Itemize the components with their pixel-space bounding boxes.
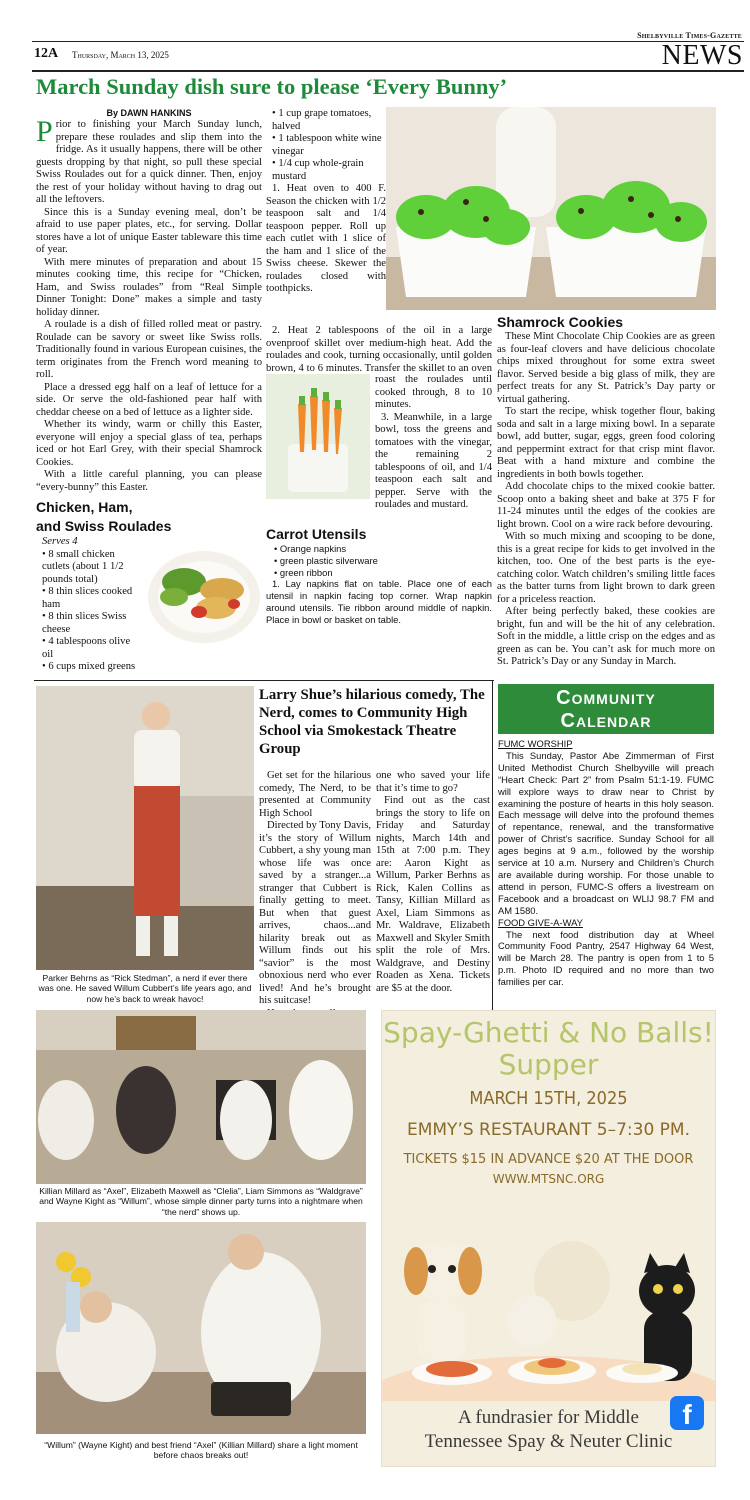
ingredient-item: • 4 tablespoons olive oil — [42, 636, 131, 660]
event-heading: FOOD GIVE-A-WAY — [498, 916, 583, 928]
calendar-events — [498, 738, 714, 988]
ad-illustration — [382, 1201, 715, 1401]
theatre-paragraph: one who saved your life that it’s time to go? — [376, 770, 490, 794]
spay-ghetti-ad — [381, 1010, 716, 1467]
carrot-item: • green ribbon — [274, 566, 333, 578]
nerd-caption-1: Parker Behrns as “Rick Stedman”, a nerd if ever there was one. He saved Willum Cubbert’s life years ago, and now he’s back to wreak havoc! — [38, 973, 252, 1004]
event-text: The next food distribution day at Wheel Community Food Pantry, 2547 Highway 64 West, will be March 28. The pantry is open from 1 to 5 p.m. Photo ID required and no more than two families per car. — [498, 928, 714, 988]
ingredient-item: • 8 small chicken cutlets (about 1 1/2 pounds total) — [42, 548, 124, 585]
theatre-headline: Larry Shue’s hilarious comedy, The Nerd, comes to Community High School via Smokestack Theatre Group — [259, 687, 485, 757]
ad-venue: EMMY’S RESTAURANT 5–7:30 PM. — [406, 1120, 690, 1140]
ingredient-item: • 6 cups mixed greens — [42, 661, 136, 672]
recipe-step: 2. Heat 2 tablespoons of the oil in a large ovenproof skillet over medium-high heat. Add the roulades and cook, turning occasionally, until golden brown, 4 to 6 minutes. Transfer the skillet to an oven — [266, 325, 492, 374]
serves-note: Serves 4 — [42, 536, 78, 547]
carrot-title: Carrot Utensils — [266, 526, 367, 542]
shamrock-cookies-section — [497, 314, 715, 669]
ingredient-list-continued — [266, 108, 386, 183]
ad-footer-line: Tennessee Spay & Neuter Clinic — [424, 1431, 673, 1452]
intro-paragraph: rior to finishing your March Sunday lunch, prepare these roulades and slip them into the fridge. As it usually happens, there will be other guests dropping by that night, so pull these special Swiss Roulades out for a quick dinner. Then, enjoy the rest of your holiday without having to drag out all the leftovers. — [36, 119, 262, 205]
carrot-utensils-section — [266, 525, 492, 626]
theatre-column-1 — [259, 770, 371, 1020]
masthead-paper-name: Shelbyville Times-Gazette — [637, 31, 742, 40]
carrot-list — [266, 543, 492, 578]
roulades-title-line: Chicken, Ham, — [36, 499, 133, 515]
cookies-paragraph: To start the recipe, whisk together flour, baking soda and salt in a large mixing bowl. In a separate bowl, add butter, sugar, eggs, green food coloring and peppermint extract for that crisp mint flavor. Beat with a hand mixture and combine the ingredients in both bowls together. — [497, 406, 715, 480]
ingredient-list — [36, 549, 140, 674]
carrot-step: 1. Lay napkins flat on table. Place one of each utensil in napkin facing top corner. Wrap napkin around utensils. Tie ribbon around middle of napkin. Place in bowl or basket on table. — [266, 578, 492, 625]
recipe-step: 1. Heat oven to 400 F. Season the chicken with 1/2 teaspoon salt and 1/4 teaspoon pepper. Roll up each cutlet with 1 slice of the ham and 1 slice of the Swiss cheese. Skewer the roulades closed with toothpicks. — [266, 183, 386, 294]
roulades-photo — [144, 542, 262, 647]
ad-footer — [382, 1406, 715, 1454]
theatre-paragraph: Get set for the hilarious comedy, The Nerd, to be presented at Community High School — [259, 770, 371, 819]
carrot-utensils-photo — [266, 374, 370, 499]
theatre-paragraph: Find out as the cast brings the story to life on Friday and Saturday nights, March 14th and 15th at 7:00 p.m. They are: Aaron Kight as Willum, Parker Berhns as Rick, Kalen Collins as Tansy, Killian Millard as Axel, Liam Simmons as Mr. Waldrave, Elizabeth Maxwell and Skyler Smith split the role of Mrs. Waldgrave, and Destiny Roaden as Xena. Tickets are $5 at the door. — [376, 795, 490, 994]
calendar-title-line: Calendar — [560, 710, 652, 732]
masthead-bottom-rule — [32, 70, 744, 72]
section-rule — [34, 680, 494, 681]
intro-paragraph: With mere minutes of preparation and about 15 minutes cooking time, this recipe for “Chicken, Ham, and Swiss roulades” from “Real Simple Dinner Tonight: Done” makes a simple and tasty holiday dinner. — [36, 256, 262, 318]
ad-website-link[interactable]: WWW.MTSNC.ORG — [492, 1172, 605, 1186]
cookies-paragraph: After being perfectly baked, these cookies are bright, fun and will be the hit of any celebration. Soft in the middle, a little crisp on the edges and as green as can be. You can’t ask for much more on St. Patrick’s Day or any Sunday in March. — [497, 606, 715, 667]
byline: By DAWN HANKINS — [106, 108, 192, 118]
page-number: 12A — [34, 46, 59, 61]
shamrock-cookies-photo — [386, 107, 716, 310]
calendar-title-line: Community — [556, 687, 656, 709]
roulades-title-line: and Swiss Roulades — [36, 518, 172, 534]
feature-headline: March Sunday dish sure to please ‘Every Bunny’ — [36, 74, 508, 99]
facebook-icon[interactable]: f — [670, 1396, 704, 1430]
intro-paragraph: Whether its windy, warm or chilly this Easter, everyone will enjoy a special glass of tea, perhaps iced or hot Earl Grey, with their special Shamrock Cookies. — [36, 419, 262, 468]
ad-footer-line: A fundrasier for Middle — [458, 1407, 639, 1428]
nerd-photo-1 — [36, 686, 254, 970]
event-heading: FUMC WORSHIP — [498, 738, 573, 749]
recipe-steps-continued — [375, 374, 492, 512]
event-text: This Sunday, Pastor Abe Zimmerman of First United Methodist Church Shelbyville will preach “Heart Check: Part 2” from Psalm 51:1-19. FUMC will explore ways to draw near to Christ by examining the posture of hearts in this holy season. Each message will delve into the profound themes of repentance, renewal, and the transformative power of Christ’s sacrifice. Sunday School for all ages begins at 9 a.m., followed by the worship service at 10 a.m. Nursery and Children’s Church are available during worship. For those unable to attend in person, FUMC-S offers a livestream on Facebook and a broadcast on WLIJ 98.7 FM and AM 1580. — [498, 749, 714, 916]
ingredient-item: • 8 thin slices cooked ham — [42, 586, 133, 610]
recipe-step: 3. Meanwhile, in a large bowl, toss the greens and tomatoes with the vinegar, the remaining 2 tablespoons of oil, and 1/4 teaspoon each salt and pepper. Serve with the roulades and mustard. — [375, 411, 492, 510]
roulades-title — [36, 498, 262, 536]
nerd-photo-2 — [36, 1010, 366, 1184]
section-name: NEWS — [661, 40, 743, 71]
nerd-caption-3: “Willum” (Wayne Kight) and best friend “Axel” (Killian Millard) share a light moment before chaos breaks out! — [44, 1440, 358, 1461]
ad-title-line: Supper — [498, 1048, 599, 1081]
theatre-paragraph: Directed by Tony Davis, it’s the story of Willum Cubbert, a shy young man whose life was once saved by a stranger...a stranger that Cubbert is finally getting to meet. But when that guest arrives, chaos...and hilarity break out as Willum finds out his “savior” is the most obnoxious nerd who ever lived! And he’s brought his suitcase! — [259, 820, 371, 1006]
feature-column-2 — [266, 108, 386, 296]
ad-date: MARCH 15TH, 2025 — [469, 1088, 628, 1109]
cookies-paragraph: These Mint Chocolate Chip Cookies are as green as four-leaf clovers and have delicious chocolate chips mixed throughout for some extra sweet flavor. Served beside a big glass of milk, they are perfect treats for any St. Patrick’s Day party or virtual gathering. — [497, 331, 715, 405]
calendar-header — [498, 684, 714, 734]
feature-column-1 — [36, 108, 262, 674]
intro-paragraph: With a little careful planning, you can please “every-bunny” this Easter. — [36, 469, 262, 493]
carrot-item: • green plastic silverware — [274, 554, 378, 566]
nerd-photo-3 — [36, 1222, 366, 1434]
ad-title-line: Spay-Ghetti & No Balls! — [383, 1016, 714, 1049]
carrot-item: • Orange napkins — [274, 543, 347, 554]
theatre-column-2 — [376, 770, 490, 995]
nerd-caption-2: Killian Millard as “Axel”, Elizabeth Maxwell as “Clelia”, Liam Simmons as “Waldgrave” and Wayne Kight as “Willum”, whose simple dinner party turns into a nightmare when “the nerd” shows up. — [39, 1186, 363, 1217]
recipe-step: roast the roulades until cooked through, 8 to 10 minutes. — [375, 374, 492, 410]
cookies-paragraph: With so much mixing and scooping to be done, this is a great recipe for kids to get involved in the kitchen, too. One of the best parts is the eye-catching color. Watch children’s smiling little faces as the batter turns from light brown to dark green for a priceless reaction. — [497, 531, 715, 605]
ingredient-item: • 1 tablespoon white wine vinegar — [272, 133, 382, 157]
ingredient-item: • 1 cup grape tomatoes, halved — [272, 108, 372, 132]
cookies-title: Shamrock Cookies — [497, 314, 624, 330]
ingredient-item: • 1/4 cup whole-grain mustard — [272, 158, 364, 182]
cookies-paragraph: Add chocolate chips to the mixed cookie batter. Scoop onto a baking sheet and bake at 375 F for 11-24 minutes until the edges of the cookies are light brown. Cool on a wire rack before devouring. — [497, 481, 715, 530]
intro-paragraph: A roulade is a dish of filled rolled meat or pastry. Roulade can be savory or sweet like Swiss rolls. Traditionally found in various European cuisines, the term originates from the French word meaning to roll. — [36, 319, 262, 380]
intro-paragraph: Since this is a Sunday evening meal, don’t be afraid to use paper plates, etc., for serving. Dollar stores have a lot of unique Easter tableware this time of year. — [36, 206, 262, 255]
ad-tickets: TICKETS $15 IN ADVANCE $20 AT THE DOOR — [403, 1152, 694, 1167]
issue-date: Thursday, March 13, 2025 — [72, 50, 169, 60]
ingredient-item: • 8 thin slices Swiss cheese — [42, 611, 127, 635]
intro-paragraph: Place a dressed egg half on a leaf of lettuce for a side. Or serve the old-fashioned pear half with cheddar cheese on a bed of lettuce as a lighter side. — [36, 381, 262, 418]
drop-cap: P — [36, 115, 53, 148]
column-rule — [492, 680, 493, 1010]
